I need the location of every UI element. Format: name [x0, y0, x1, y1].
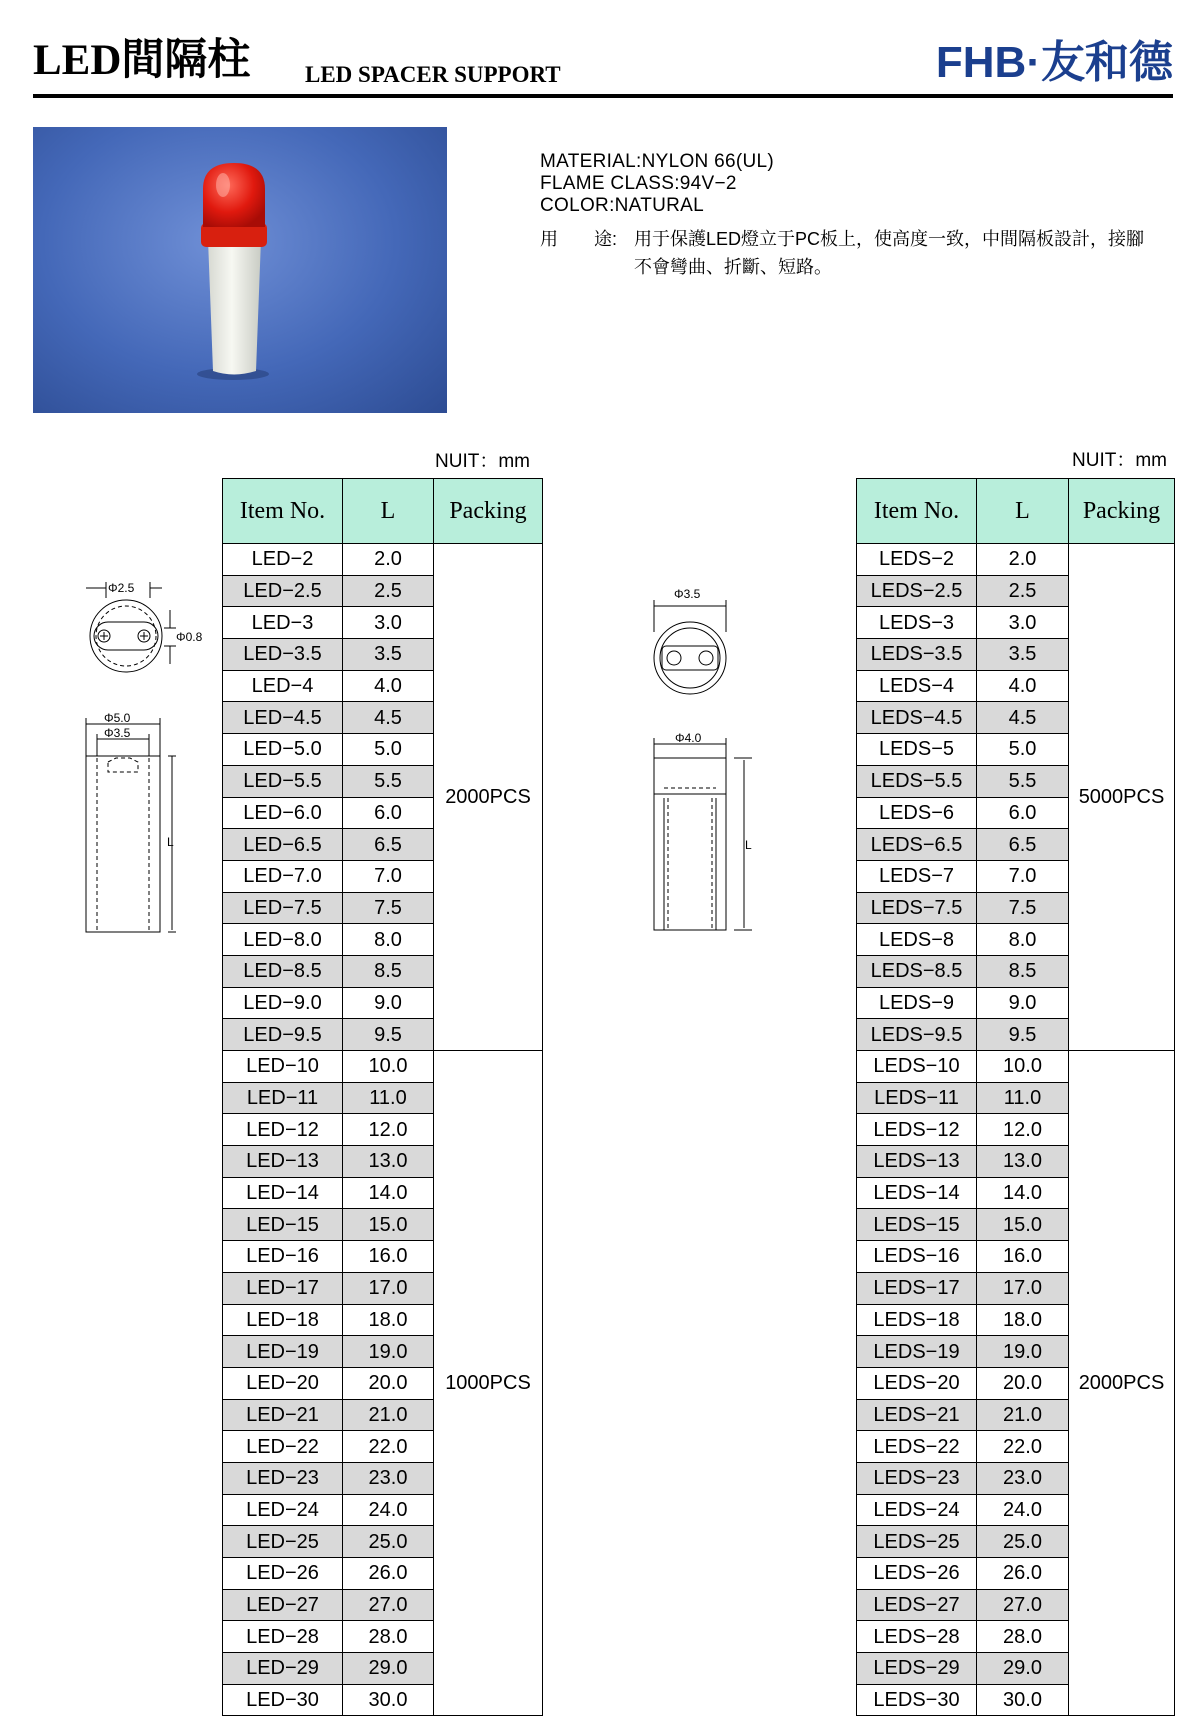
cell-item-no: LED−12	[223, 1114, 343, 1146]
leds-spacer-drawing	[640, 584, 770, 936]
table-header-row	[857, 479, 1175, 544]
cell-length: 28.0	[977, 1621, 1069, 1653]
cell-length: 18.0	[977, 1304, 1069, 1336]
cell-length: 23.0	[343, 1462, 434, 1494]
cell-length: 8.5	[343, 955, 434, 987]
cell-length: 6.5	[343, 829, 434, 861]
header-packing: Packing	[1069, 479, 1175, 544]
cell-length: 2.5	[977, 575, 1069, 607]
cell-item-no: LEDS−9	[857, 987, 977, 1019]
cell-length: 19.0	[977, 1336, 1069, 1368]
product-photo	[33, 127, 447, 413]
cell-item-no: LEDS−30	[857, 1684, 977, 1716]
cell-item-no: LEDS−8	[857, 924, 977, 956]
cell-packing: 2000PCS	[434, 544, 543, 1051]
cell-length: 30.0	[977, 1684, 1069, 1716]
cell-length: 17.0	[977, 1272, 1069, 1304]
cell-length: 20.0	[977, 1367, 1069, 1399]
cell-item-no: LEDS−29	[857, 1653, 977, 1685]
cell-item-no: LED−4.5	[223, 702, 343, 734]
cell-item-no: LEDS−24	[857, 1494, 977, 1526]
cell-item-no: LEDS−4.5	[857, 702, 977, 734]
usage-label: 用 途:	[540, 229, 618, 249]
header-l: L	[343, 479, 434, 544]
cell-item-no: LEDS−27	[857, 1589, 977, 1621]
cell-length: 13.0	[977, 1146, 1069, 1178]
cell-item-no: LED−28	[223, 1621, 343, 1653]
cell-item-no: LEDS−7	[857, 860, 977, 892]
cell-length: 4.0	[977, 670, 1069, 702]
cell-item-no: LED−30	[223, 1684, 343, 1716]
usage-text: 用于保護LED燈立于PC板上，使高度一致，中間隔板設計，接腳不會彎曲、折斷、短路。	[634, 229, 1145, 277]
cell-length: 11.0	[343, 1082, 434, 1114]
led-spacer-photo-illustration	[33, 127, 447, 413]
cell-length: 28.0	[343, 1621, 434, 1653]
cell-item-no: LED−15	[223, 1209, 343, 1241]
cell-length: 3.0	[977, 607, 1069, 639]
cell-item-no: LEDS−25	[857, 1526, 977, 1558]
cell-item-no: LED−2	[223, 544, 343, 576]
leds-spec-table	[856, 478, 1175, 1716]
cell-item-no: LEDS−5.5	[857, 765, 977, 797]
dim-led-phi-hole: Φ0.8	[176, 630, 203, 644]
cell-length: 6.0	[343, 797, 434, 829]
cell-item-no: LED−8.5	[223, 955, 343, 987]
cell-length: 25.0	[977, 1526, 1069, 1558]
cell-length: 15.0	[977, 1209, 1069, 1241]
cell-item-no: LED−2.5	[223, 575, 343, 607]
cell-length: 4.5	[977, 702, 1069, 734]
cell-length: 18.0	[343, 1304, 434, 1336]
cell-item-no: LEDS−16	[857, 1241, 977, 1273]
cell-length: 24.0	[977, 1494, 1069, 1526]
led-spec-table	[222, 478, 543, 1716]
cell-item-no: LED−7.5	[223, 892, 343, 924]
cell-item-no: LED−9.0	[223, 987, 343, 1019]
cell-length: 7.5	[977, 892, 1069, 924]
dim-leds-phi-outer: Φ4.0	[675, 731, 702, 745]
cell-length: 5.0	[977, 734, 1069, 766]
cell-item-no: LED−23	[223, 1462, 343, 1494]
brand-logo: FHB·友和德	[935, 38, 1173, 87]
spec-material: MATERIAL:NYLON 66(UL)	[540, 151, 775, 172]
cell-length: 6.5	[977, 829, 1069, 861]
page-subtitle: LED SPACER SUPPORT	[305, 62, 561, 87]
cell-length: 21.0	[343, 1399, 434, 1431]
cell-item-no: LEDS−10	[857, 1051, 977, 1083]
cell-item-no: LED−13	[223, 1146, 343, 1178]
header-packing: Packing	[434, 479, 543, 544]
cell-length: 7.0	[977, 860, 1069, 892]
cell-item-no: LEDS−17	[857, 1272, 977, 1304]
cell-length: 8.5	[977, 955, 1069, 987]
cell-length: 8.0	[977, 924, 1069, 956]
cell-length: 20.0	[343, 1367, 434, 1399]
cell-item-no: LED−17	[223, 1272, 343, 1304]
cell-length: 30.0	[343, 1684, 434, 1716]
cell-length: 29.0	[977, 1653, 1069, 1685]
cell-length: 4.0	[343, 670, 434, 702]
dim-led-phi-inner: Φ3.5	[104, 726, 131, 740]
table-header-row	[223, 479, 543, 544]
cell-item-no: LEDS−11	[857, 1082, 977, 1114]
cell-item-no: LED−10	[223, 1051, 343, 1083]
cell-length: 26.0	[343, 1558, 434, 1590]
cell-length: 19.0	[343, 1336, 434, 1368]
cell-length: 3.5	[343, 639, 434, 671]
cell-item-no: LED−6.5	[223, 829, 343, 861]
cell-item-no: LEDS−5	[857, 734, 977, 766]
unit-label-left: NUIT：mm	[435, 451, 530, 472]
cell-item-no: LED−18	[223, 1304, 343, 1336]
cell-length: 22.0	[343, 1431, 434, 1463]
cell-length: 14.0	[343, 1177, 434, 1209]
cell-item-no: LED−16	[223, 1241, 343, 1273]
cell-item-no: LEDS−15	[857, 1209, 977, 1241]
cell-length: 26.0	[977, 1558, 1069, 1590]
cell-item-no: LEDS−2	[857, 544, 977, 576]
cell-length: 16.0	[343, 1241, 434, 1273]
cell-item-no: LED−22	[223, 1431, 343, 1463]
dim-leds-length: L	[745, 838, 752, 852]
cell-item-no: LED−27	[223, 1589, 343, 1621]
table-row	[223, 1051, 543, 1083]
cell-item-no: LEDS−8.5	[857, 955, 977, 987]
page-title: LED間隔柱	[33, 37, 251, 84]
unit-label-right: NUIT：mm	[1072, 450, 1167, 471]
cell-length: 4.5	[343, 702, 434, 734]
cell-length: 5.5	[343, 765, 434, 797]
cell-length: 24.0	[343, 1494, 434, 1526]
cell-length: 13.0	[343, 1146, 434, 1178]
cell-length: 12.0	[343, 1114, 434, 1146]
header-item-no: Item No.	[857, 479, 977, 544]
table-row	[223, 544, 543, 576]
cell-length: 5.5	[977, 765, 1069, 797]
cell-item-no: LED−9.5	[223, 1019, 343, 1051]
cell-length: 11.0	[977, 1082, 1069, 1114]
cell-length: 10.0	[977, 1051, 1069, 1083]
cell-packing: 1000PCS	[434, 1051, 543, 1716]
cell-item-no: LEDS−3	[857, 607, 977, 639]
cell-length: 8.0	[343, 924, 434, 956]
cell-item-no: LED−11	[223, 1082, 343, 1114]
cell-item-no: LED−5.5	[223, 765, 343, 797]
cell-packing: 5000PCS	[1069, 544, 1175, 1051]
table-row	[857, 1051, 1175, 1083]
cell-item-no: LED−4	[223, 670, 343, 702]
cell-length: 15.0	[343, 1209, 434, 1241]
cell-item-no: LEDS−26	[857, 1558, 977, 1590]
cell-length: 9.5	[343, 1019, 434, 1051]
cell-item-no: LED−21	[223, 1399, 343, 1431]
cell-length: 27.0	[977, 1589, 1069, 1621]
cell-item-no: LED−20	[223, 1367, 343, 1399]
cell-length: 25.0	[343, 1526, 434, 1558]
cell-item-no: LED−29	[223, 1653, 343, 1685]
cell-length: 12.0	[977, 1114, 1069, 1146]
cell-item-no: LEDS−23	[857, 1462, 977, 1494]
cell-length: 10.0	[343, 1051, 434, 1083]
cell-item-no: LED−24	[223, 1494, 343, 1526]
cell-length: 23.0	[977, 1462, 1069, 1494]
header-item-no: Item No.	[223, 479, 343, 544]
cell-length: 29.0	[343, 1653, 434, 1685]
cell-length: 7.0	[343, 860, 434, 892]
cell-item-no: LEDS−13	[857, 1146, 977, 1178]
cell-length: 27.0	[343, 1589, 434, 1621]
cell-length: 17.0	[343, 1272, 434, 1304]
cell-item-no: LEDS−3.5	[857, 639, 977, 671]
cell-item-no: LED−7.0	[223, 860, 343, 892]
cell-item-no: LED−19	[223, 1336, 343, 1368]
cell-item-no: LEDS−20	[857, 1367, 977, 1399]
cell-item-no: LED−25	[223, 1526, 343, 1558]
cell-length: 2.5	[343, 575, 434, 607]
cell-item-no: LED−3.5	[223, 639, 343, 671]
cell-packing: 2000PCS	[1069, 1051, 1175, 1716]
cell-length: 2.0	[343, 544, 434, 576]
dim-led-phi-outer: Φ5.0	[104, 711, 131, 725]
cell-length: 22.0	[977, 1431, 1069, 1463]
table-row	[857, 544, 1175, 576]
cell-item-no: LED−6.0	[223, 797, 343, 829]
cell-item-no: LEDS−2.5	[857, 575, 977, 607]
cell-item-no: LED−26	[223, 1558, 343, 1590]
header-divider	[33, 94, 1173, 98]
spec-color: COLOR:NATURAL	[540, 195, 705, 216]
cell-item-no: LEDS−9.5	[857, 1019, 977, 1051]
cell-item-no: LED−3	[223, 607, 343, 639]
cell-item-no: LEDS−6	[857, 797, 977, 829]
cell-item-no: LED−14	[223, 1177, 343, 1209]
cell-length: 3.0	[343, 607, 434, 639]
dim-led-phi-top: Φ2.5	[108, 581, 135, 595]
dim-led-length: L	[167, 835, 174, 849]
cell-item-no: LED−8.0	[223, 924, 343, 956]
cell-length: 9.0	[343, 987, 434, 1019]
cell-item-no: LED−5.0	[223, 734, 343, 766]
spec-flame-class: FLAME CLASS:94V−2	[540, 173, 737, 194]
cell-length: 16.0	[977, 1241, 1069, 1273]
header-l: L	[977, 479, 1069, 544]
cell-length: 14.0	[977, 1177, 1069, 1209]
cell-length: 5.0	[343, 734, 434, 766]
cell-item-no: LEDS−14	[857, 1177, 977, 1209]
cell-length: 3.5	[977, 639, 1069, 671]
cell-length: 6.0	[977, 797, 1069, 829]
cell-item-no: LEDS−4	[857, 670, 977, 702]
cell-item-no: LEDS−21	[857, 1399, 977, 1431]
cell-length: 9.0	[977, 987, 1069, 1019]
cell-length: 7.5	[343, 892, 434, 924]
cell-length: 2.0	[977, 544, 1069, 576]
cell-item-no: LEDS−28	[857, 1621, 977, 1653]
cell-item-no: LEDS−7.5	[857, 892, 977, 924]
cell-item-no: LEDS−19	[857, 1336, 977, 1368]
dim-leds-phi-top: Φ3.5	[674, 587, 701, 601]
led-spacer-drawing	[70, 574, 220, 936]
cell-length: 21.0	[977, 1399, 1069, 1431]
cell-item-no: LEDS−12	[857, 1114, 977, 1146]
cell-item-no: LEDS−18	[857, 1304, 977, 1336]
cell-length: 9.5	[977, 1019, 1069, 1051]
cell-item-no: LEDS−6.5	[857, 829, 977, 861]
cell-item-no: LEDS−22	[857, 1431, 977, 1463]
